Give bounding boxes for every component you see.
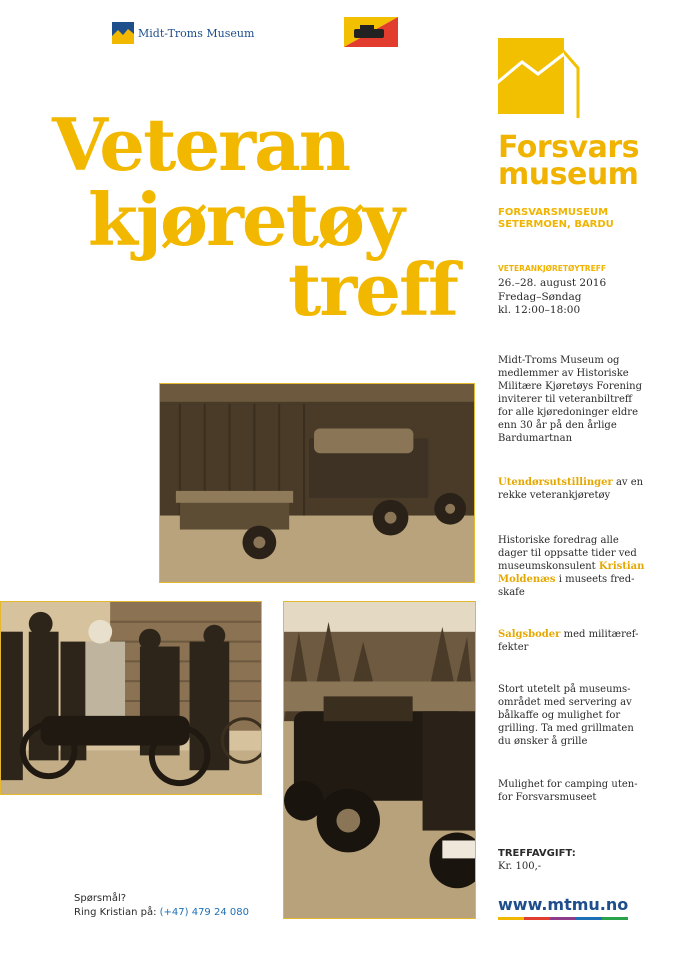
lectures-post: i museets fred-skafe [498,574,635,598]
color-bar-segment [498,917,524,920]
contact-ring-text: Ring Kristian på: [74,907,160,918]
info-intro: Midt-Troms Museum og medlemmer av Historiske Militære Kjøretøys Forening inviterer til veteranbiltreff for alle kjøredoninger eldre enn 30 år på den årlige Bardumartnan [498,355,643,444]
stalls-text: med militæref-fekter [498,629,639,653]
info-cafe: Stort utetelt på museums-området med servering av bålkaffe og mulighet for grilling. Ta med grillmaten du ønsker å grille [498,684,634,747]
association-flag-icon [344,17,398,47]
vintage-car-illustration [284,602,475,918]
info-lectures [498,534,648,599]
lectures-text: Historiske foredrag alle dager til oppsatte tider ved museumskonsulent [498,535,637,572]
forsvarsmuseum-logo-icon [498,38,584,118]
museum-name [498,130,639,192]
color-bar-segment [602,917,628,920]
contact-question: Spørsmål? [74,893,127,904]
event-days: Fredag–Søndag [498,290,582,303]
lectures-name: Kristian Moldenæs [498,561,645,585]
website-color-bar [498,917,628,920]
event-details [498,277,606,318]
museum-name-line2: museum [498,157,639,192]
photo-military-jeep-trailer [159,383,475,583]
stalls-highlight: Salgsboder [498,629,561,640]
event-dates: 26.–28. august 2016 [498,277,607,289]
color-bar-segment [524,917,550,920]
museum-sub-line2: SETERMOEN, BARDU [498,219,614,230]
partner-logo-text: Midt-Troms Museum [138,26,255,40]
title-line1: Veteran [52,102,350,187]
title-line3: treff [288,247,457,332]
contact-line [74,906,249,920]
event-label: VETERANKJØRETØYTREFF [498,264,606,273]
museum-location [498,207,614,231]
info-camping: Mulighet for camping uten-for Forsvarsmuseet [498,779,638,803]
contact-phone[interactable]: (+47) 479 24 080 [159,907,249,918]
museum-sub-line1: FORSVARSMUSEUM [498,207,609,218]
title-line2: kjøretøy [88,177,403,262]
outdoor-highlight: Utendørsutstillinger [498,477,613,488]
color-bar-segment [550,917,576,920]
color-bar-segment [576,917,602,920]
event-time: kl. 12:00–18:00 [498,304,581,316]
midt-troms-museum-logo [112,22,254,44]
motorcycle-group-illustration [1,602,261,794]
photo-vintage-car [283,601,476,919]
info-outdoor [498,476,648,502]
museum-name-line1: Forsvars [498,130,639,165]
fee-label: TREFFAVGIFT: [498,848,576,859]
info-stalls [498,628,648,654]
website-link[interactable]: www.mtmu.no [498,895,629,914]
jeep-trailer-illustration [160,384,474,582]
photo-historic-motorcycle-group [0,601,262,795]
mountain-logo-icon [112,22,134,44]
contact-info [74,892,249,920]
fee-value: Kr. 100,- [498,861,542,872]
outdoor-text: av en rekke veterankjøretøy [498,477,644,501]
